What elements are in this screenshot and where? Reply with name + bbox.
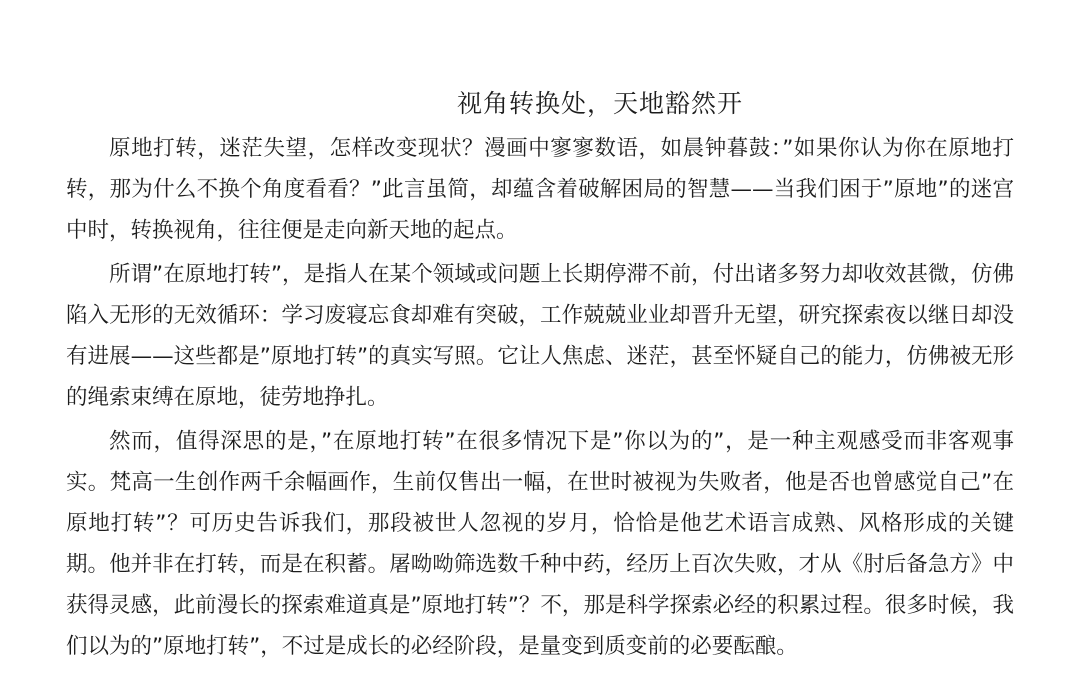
essay-title: 视角转换处，天地豁然开 (456, 89, 743, 118)
document-page (66, 84, 1014, 670)
essay-paragraph-2: 所谓”在原地打转”，是指人在某个领域或问题上长期停滞不前，付出诸多努力却收效甚微，仿佛陷入无形的无效循环：学习废寝忘食却难有突破，工作兢兢业业却晋升无望，研究探索夜以继日却没有进展——这些都是”原地打转”的真实写照。它让人焦虑、迷茫，甚至怀疑自己的能力，仿佛被无形的绳索束缚在原地，徒劳地挣扎。 (66, 262, 1014, 410)
essay-paragraph-3: 然而，值得深思的是，”在原地打转”在很多情况下是”你以为的”，是一种主观感受而非客观事实。梵高一生创作两千余幅画作，生前仅售出一幅，在世时被视为失败者，他是否也曾感觉自己”在原地打转”？可历史告诉我们，那段被世人忽视的岁月，恰恰是他艺术语言成熟、风格形成的关键期。他并非在打转，而是在积蓄。屠呦呦筛选数千种中药，经历上百次失败，才从《肘后备急方》中获得灵感，此前漫长的探索难道真是”原地打转”？不，那是科学探索必经的积累过程。很多时候，我们以为的”原地打转”，不过是成长的必经阶段，是量变到质变前的必要酝酿。 (66, 429, 1014, 659)
essay-paragraph-1: 原地打转，迷茫失望，怎样改变现状？漫画中寥寥数语，如晨钟暮鼓：”如果你认为你在原地打转，那为什么不换个角度看看？”此言虽简，却蕴含着破解困局的智慧——当我们困于”原地”的迷宫中时，转换视角，往往便是走向新天地的起点。 (66, 136, 1014, 243)
